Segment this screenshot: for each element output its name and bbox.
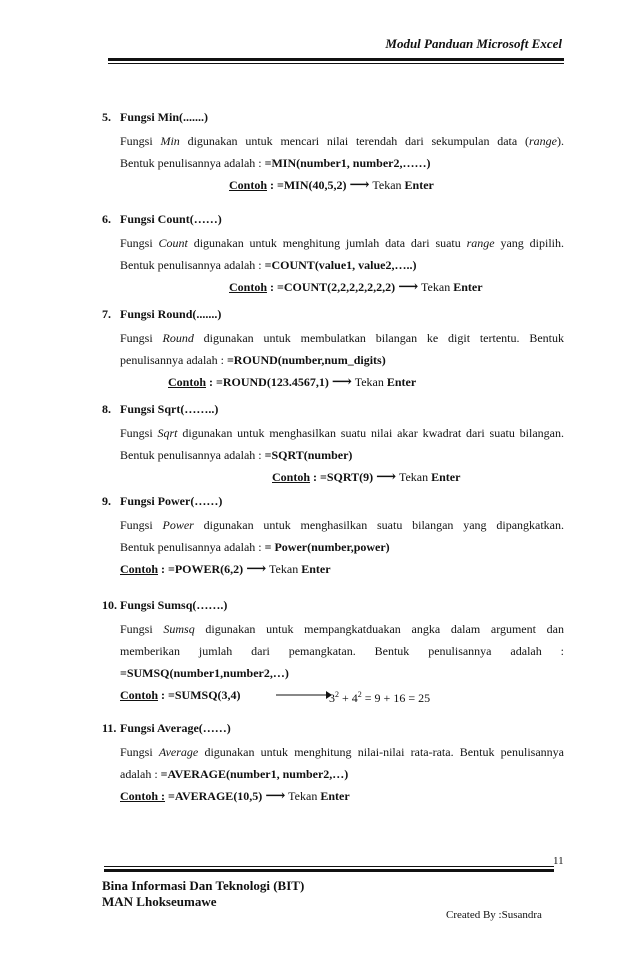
section-number: 9. <box>102 494 111 508</box>
section-title: Fungsi Count(……) <box>120 212 222 226</box>
page-number: 11 <box>553 855 564 867</box>
section-fungsi-power <box>102 494 564 579</box>
section-number: 7. <box>102 307 111 321</box>
section-title: Fungsi Power(……) <box>120 494 223 508</box>
section-description: Fungsi Average digunakan untuk menghitung nilai-nilai rata-rata. Bentuk penulisannya <box>120 745 564 759</box>
section-heading <box>102 212 564 227</box>
section-fungsi-sqrt <box>102 402 564 487</box>
example-line: Contoh : =SQRT(9) ⟶ Tekan Enter <box>272 470 461 485</box>
section-description: Fungsi Round digunakan untuk membulatkan bilangan ke digit tertentu. Bentuk <box>120 331 564 345</box>
example-line: Contoh : =COUNT(2,2,2,2,2,2,2) ⟶ Tekan Enter <box>229 280 483 295</box>
document-header-title: Modul Panduan Microsoft Excel <box>385 36 562 51</box>
footer-rule <box>104 866 554 872</box>
arrow-right-icon: ⟶ <box>246 562 267 577</box>
syntax-line: Bentuk penulisannya adalah : =SQRT(number) <box>120 448 353 462</box>
example-line: Contoh : =SUMSQ(3,4) $3^2 + 4^2 = 9 + 16 = 25$ <box>120 685 564 705</box>
section-fungsi-round <box>102 307 564 392</box>
footer-org-line1: Bina Informasi Dan Teknologi (BIT) <box>102 878 305 893</box>
header-rule <box>108 58 564 64</box>
section-heading <box>102 110 564 125</box>
section-heading <box>102 402 564 417</box>
syntax-line: Bentuk penulisannya adalah : =COUNT(value1, value2,…..) <box>120 258 417 272</box>
section-heading <box>102 307 564 322</box>
section-description-cont: memberikan jumlah dari pemangkatan. Bentuk penulisannya adalah : <box>120 644 564 658</box>
section-fungsi-count <box>102 212 564 297</box>
footer-organization <box>102 878 304 910</box>
section-heading <box>102 494 564 509</box>
section-number: 11. <box>102 721 117 735</box>
section-title: Fungsi Sumsq(…….) <box>120 598 228 612</box>
section-number: 10. <box>102 598 117 612</box>
section-number: 6. <box>102 212 111 226</box>
section-description: Fungsi Count digunakan untuk menghitung jumlah data dari suatu range yang dipilih. <box>120 236 564 250</box>
sumsq-calculation: $3^2 + 4^2 = 9 + 16 = 25$ <box>329 690 431 705</box>
section-description: Fungsi Power digunakan untuk menghasilkan suatu bilangan yang dipangkatkan. <box>120 518 564 532</box>
example-line: Contoh : =POWER(6,2) ⟶ Tekan Enter <box>120 562 331 577</box>
section-number: 8. <box>102 402 111 416</box>
example-line: Contoh : =AVERAGE(10,5) ⟶ Tekan Enter <box>120 789 350 804</box>
footer-org-line2: MAN Lhokseumawe <box>102 894 217 909</box>
arrow-right-icon: ⟶ <box>265 789 286 804</box>
arrow-right-icon: ⟶ <box>349 178 370 193</box>
section-heading <box>102 598 564 613</box>
arrow-right-icon: ⟶ <box>331 375 352 390</box>
section-title: Fungsi Round(.......) <box>120 307 222 321</box>
section-description: Fungsi Min digunakan untuk mencari nilai terendah dari sekumpulan data (range). <box>120 134 564 148</box>
example-line: Contoh : =ROUND(123.4567,1) ⟶ Tekan Enter <box>168 375 417 390</box>
section-title: Fungsi Sqrt(……..) <box>120 402 219 416</box>
syntax-line: adalah : =AVERAGE(number1, number2,…) <box>120 767 349 781</box>
section-title: Fungsi Average(……) <box>120 721 231 735</box>
long-arrow-right-icon <box>276 690 332 700</box>
section-heading <box>102 721 564 736</box>
section-fungsi-average <box>102 721 564 806</box>
arrow-right-icon: ⟶ <box>398 280 419 295</box>
example-line: Contoh : =MIN(40,5,2) ⟶ Tekan Enter <box>229 178 434 193</box>
section-description: Fungsi Sqrt digunakan untuk menghasilkan suatu nilai akar kwadrat dari suatu bilangan. <box>120 426 565 440</box>
section-fungsi-sumsq <box>102 598 564 705</box>
section-description: Fungsi Sumsq digunakan untuk mempangkatduakan angka dalam argument dan <box>120 622 564 636</box>
footer-credit: Created By :Susandra <box>446 909 542 921</box>
section-fungsi-min <box>102 110 564 195</box>
syntax-line: penulisannya adalah : =ROUND(number,num_digits) <box>120 353 386 367</box>
section-title: Fungsi Min(.......) <box>120 110 209 124</box>
section-number: 5. <box>102 110 111 124</box>
syntax-line: =SUMSQ(number1,number2,…) <box>120 666 289 680</box>
syntax-line: Bentuk penulisannya adalah : =MIN(number1, number2,……) <box>120 156 431 170</box>
arrow-right-icon: ⟶ <box>376 470 397 485</box>
syntax-line: Bentuk penulisannya adalah : = Power(number,power) <box>120 540 390 554</box>
